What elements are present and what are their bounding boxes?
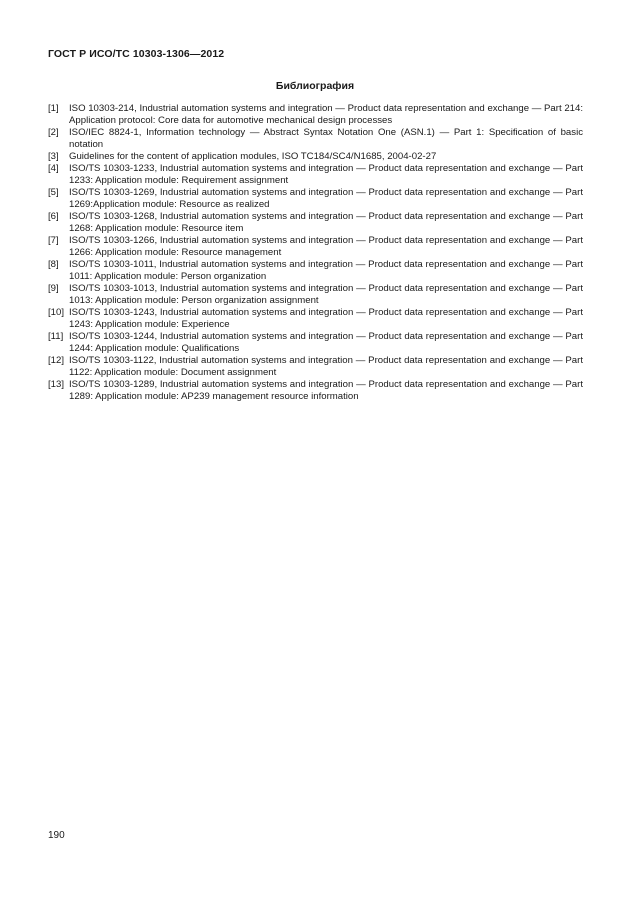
bibliography-entry [48,187,583,211]
bibliography-entry [48,211,583,235]
entry-text: ISO 10303-214, Industrial automation systems and integration — Product data representation and exchange — Part 214: Application protocol: Core data for automotive mechanical design processes [69,103,583,126]
entry-text: ISO/TS 10303-1266, Industrial automation systems and integration — Product data representation and exchange — Part 1266: Application module: Resource management [69,235,583,258]
bibliography-title: Библиография [275,80,355,92]
entry-number: [9] [48,283,59,294]
entry-text: ISO/TS 10303-1243, Industrial automation systems and integration — Product data representation and exchange — Part 1243: Application module: Experience [69,307,583,330]
entry-number: [11] [48,331,64,342]
bibliography-entry [48,283,583,307]
page-number: 190 [48,830,65,841]
entry-number: [10] [48,307,65,318]
bibliography-entry [48,379,583,403]
entry-text: Guidelines for the content of application modules, ISO TC184/SC4/N1685, 2004-02-27 [69,151,437,162]
bibliography-entry [48,307,583,331]
bibliography-list [48,103,583,403]
entry-number: [8] [48,259,59,270]
entry-number: [13] [48,379,65,390]
entry-number: [7] [48,235,59,246]
entry-number: [12] [48,355,65,366]
entry-number: [6] [48,211,59,222]
entry-text: ISO/TS 10303-1122, Industrial automation systems and integration — Product data representation and exchange — Part 1122: Application module: Document assignment [69,355,583,378]
entry-text: ISO/TS 10303-1289, Industrial automation systems and integration — Product data representation and exchange — Part 1289: Application module: AP239 management resource information [69,379,583,402]
entry-text: ISO/TS 10303-1233, Industrial automation systems and integration — Product data representation and exchange — Part 1233: Application module: Requirement assignment [69,163,583,186]
bibliography-entry [48,163,583,187]
entry-text: ISO/TS 10303-1268, Industrial automation systems and integration — Product data representation and exchange — Part 1268: Application module: Resource item [69,211,583,234]
entry-text: ISO/IEC 8824-1, Information technology — Abstract Syntax Notation One (ASN.1) — Part 1: Specification of basic notation [69,127,583,150]
bibliography-entry [48,355,583,379]
document-code-header: ГОСТ Р ИСО/ТС 10303-1306—2012 [48,48,225,60]
entry-number: [3] [48,151,59,162]
entry-text: ISO/TS 10303-1244, Industrial automation systems and integration — Product data representation and exchange — Part 1244: Application module: Qualifications [69,331,583,354]
entry-text: ISO/TS 10303-1011, Industrial automation systems and integration — Product data representation and exchange — Part 1011: Application module: Person organization [69,259,583,282]
entry-number: [4] [48,163,59,174]
entry-number: [5] [48,187,59,198]
bibliography-entry [48,235,583,259]
bibliography-entry [48,127,583,151]
bibliography-entry [48,151,583,163]
entry-number: [1] [48,103,59,114]
entry-text: ISO/TS 10303-1269, Industrial automation systems and integration — Product data representation and exchange — Part 1269:Application module: Resource as realized [69,187,583,210]
entry-number: [2] [48,127,59,138]
entry-text: ISO/TS 10303-1013, Industrial automation systems and integration — Product data representation and exchange — Part 1013: Application module: Person organization assignment [69,283,583,306]
bibliography-entry [48,331,583,355]
bibliography-entry [48,259,583,283]
bibliography-entry [48,103,583,127]
